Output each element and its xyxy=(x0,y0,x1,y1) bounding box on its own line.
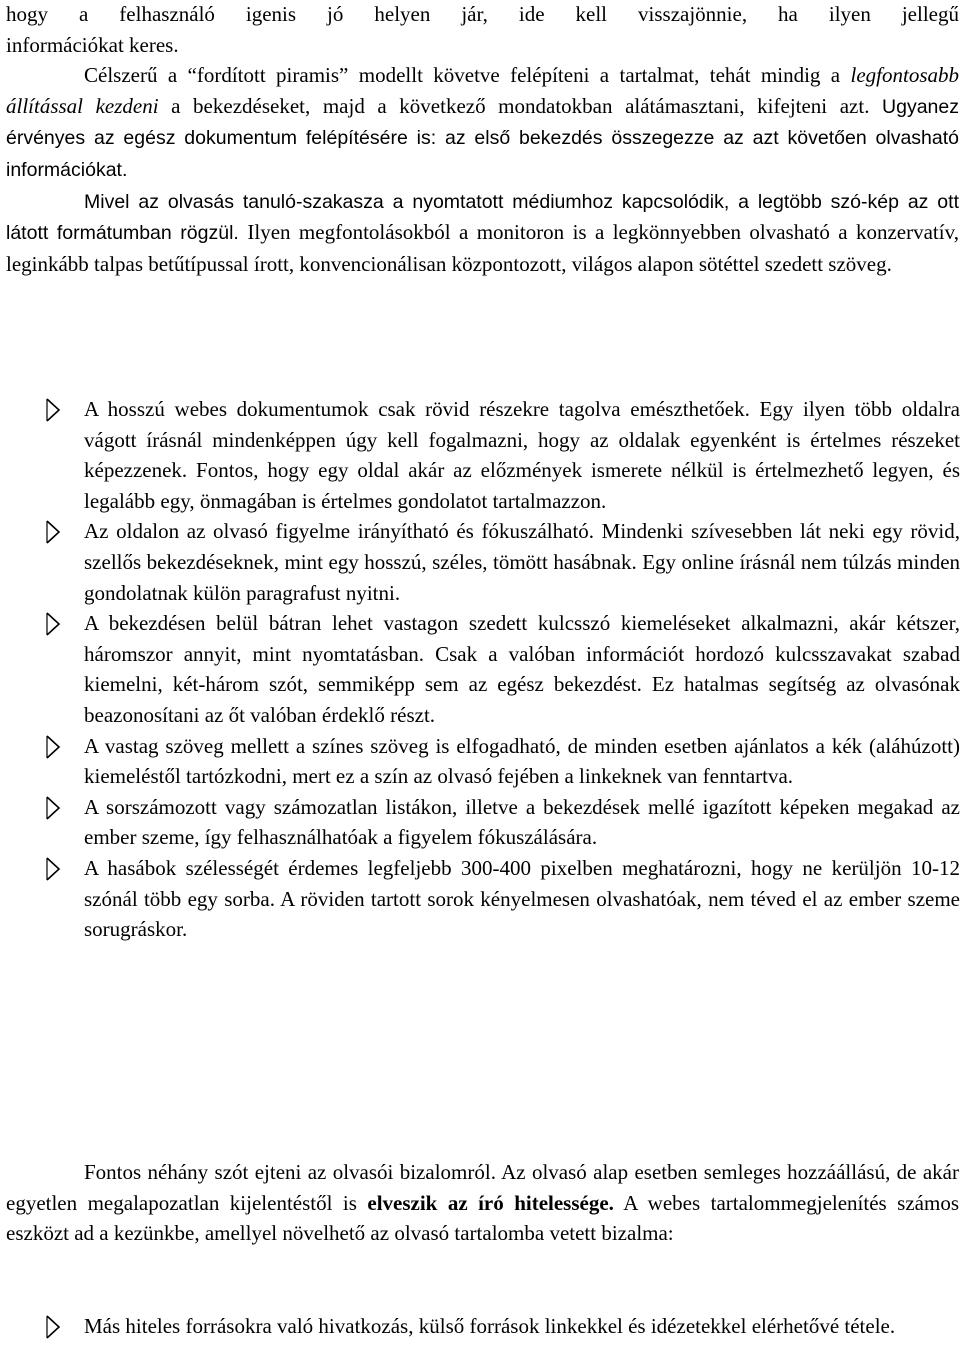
arrow-bullet-icon xyxy=(44,735,64,759)
list-item-text xyxy=(84,853,960,945)
pyramid-text-2: a bekezdéseket, majd a következő mondatokban alátámasztani, kifejteni azt. xyxy=(158,93,883,118)
list-item xyxy=(0,1311,960,1342)
list-item-text xyxy=(84,792,960,853)
pyramid-italic: legfontosabb állítással kezdeni xyxy=(6,63,959,118)
list-item xyxy=(0,853,960,945)
list-item xyxy=(0,731,960,792)
list-item-text-b: Fontos, hogy egy oldal akár az előzmények ismerete nélkül is értelmezhető legyen, és legalább egy, önmagában is értelmes gondolatot tartalmazzon. xyxy=(84,458,960,513)
list-item-text xyxy=(84,516,960,608)
arrow-bullet-icon xyxy=(44,796,64,820)
trust-text-1: Fontos néhány szót ejteni az olvasói bizalomról. Az olvasó alap esetben semleges hozzáállású, de akár egyetlen megalapozatlan kijelentéstől is xyxy=(6,1160,959,1215)
arrow-bullet-icon xyxy=(44,398,64,422)
bullet-list xyxy=(0,394,960,945)
list-item-text xyxy=(84,1311,960,1342)
list-item xyxy=(0,394,960,516)
intro-line-2: információkat keres. xyxy=(6,32,179,57)
arrow-bullet-icon xyxy=(44,857,64,881)
list-item-text xyxy=(84,731,960,792)
list-item-text-a: A hosszú webes dokumentumok csak rövid részekre tagolva emészthetőek. Egy ilyen több oldalra vágott írásnál mindenképpen úgy kell fogalmazni, hogy az oldalak egyenként is értelmes részeket képezzenek. xyxy=(84,397,960,483)
trust-text xyxy=(6,1157,959,1249)
reading-text-1: Mivel az olvasás tanuló-szakasza a nyomtatott médiumhoz kapcsolódik, a legtöbb szó-kép az ott látott formátumban rögzül. xyxy=(6,190,959,245)
paragraph-trust xyxy=(6,1157,959,1249)
list-item-text-a: Más hiteles forrásokra való hivatkozás, külső források linkekkel és idézetekkel elérhetővé tétele. xyxy=(84,1314,896,1338)
intro-continuation xyxy=(6,0,959,279)
list-item-text-b: Ez hatalmas segítség az olvasónak beazonosítani az őt valóban érdeklő részt. xyxy=(84,672,960,727)
list-item-text-b: Egy online írásnál nem túlzás minden gondolatnak külön paragrafust nyitni. xyxy=(84,549,960,605)
arrow-bullet-icon xyxy=(44,612,64,636)
paragraph-pyramid xyxy=(6,60,959,185)
bullet-list-2 xyxy=(0,1311,960,1342)
pyramid-text-3: Ugyanez érvényes az egész dokumentum felépítésére is: az első bekezdés összegezze az azt követően olvasható információkat. xyxy=(6,95,959,181)
list-item-text-a: A bekezdésen belül bátran lehet vastagon szedett kulcsszó kiemeléseket alkalmazni, akár kétszer, háromszor annyit, mint nyomtatásban. Csak a valóban információt hordozó kulcsszavakat szabad kiemelni, két-három szót, semmiképp sem az egész bekezdést. xyxy=(84,611,960,697)
intro-line-1: hogy a felhasználó igenis jó helyen jár, ide kell visszajönnie, ha ilyen jellegű xyxy=(6,2,959,26)
list-item xyxy=(0,792,960,853)
reading-text-2: Ilyen megfontolásokból a monitoron is a legkönnyebben olvasható a konzervatív, leginkább talpas betűtípussal írott, konvencionálisan központozott, világos alapon sötéttel szedett szöveg. xyxy=(6,220,959,276)
list-item xyxy=(0,608,960,730)
paragraph-reading xyxy=(6,186,959,280)
pyramid-text-1: Célszerű a “fordított piramis” modellt követve felépíteni a tartalmat, tehát mindig a xyxy=(84,63,851,88)
arrow-bullet-icon xyxy=(44,1315,64,1339)
trust-bold: elveszik az író hitelessége. xyxy=(367,1190,614,1215)
list-item-text-a: A vastag szöveg mellett a színes szöveg is elfogadható, de minden esetben ajánlatos a kék (aláhúzott) kiemeléstől tartózkodni, mert ez a szín az olvasó fejében a linkeknek van fenntartva. xyxy=(84,733,960,789)
list-item-text xyxy=(84,608,960,730)
list-item xyxy=(0,516,960,608)
list-item-text-a: A hasábok szélességét érdemes legfeljebb 300-400 pixelben meghatározni, hogy ne kerüljön 10-12 szónál több egy sorba. A röviden tartott sorok kényelmesen olvashatóak, nem téved el az ember szeme sorugráskor. xyxy=(84,855,960,942)
list-item-text-a: A sorszámozott vagy számozatlan listákon, illetve a bekezdések mellé igazított képeken megakad az ember szeme, így felhasználhatóak a figyelem fókuszálására. xyxy=(84,794,960,850)
list-item-text-a: Az oldalon az olvasó figyelme irányítható és fókuszálható. Mindenki szívesebben lát neki egy rövid, szellős bekezdéseknek, mint egy hosszú, széles, tömött hasábnak. xyxy=(84,519,960,574)
trust-text-2: A webes tartalommegjelenítés számos eszközt ad a kezünkbe, amellyel növelhető az olvasó tartalomba vetett bizalma: xyxy=(6,1190,959,1246)
arrow-bullet-icon xyxy=(44,520,64,544)
list-item-text xyxy=(84,394,960,516)
